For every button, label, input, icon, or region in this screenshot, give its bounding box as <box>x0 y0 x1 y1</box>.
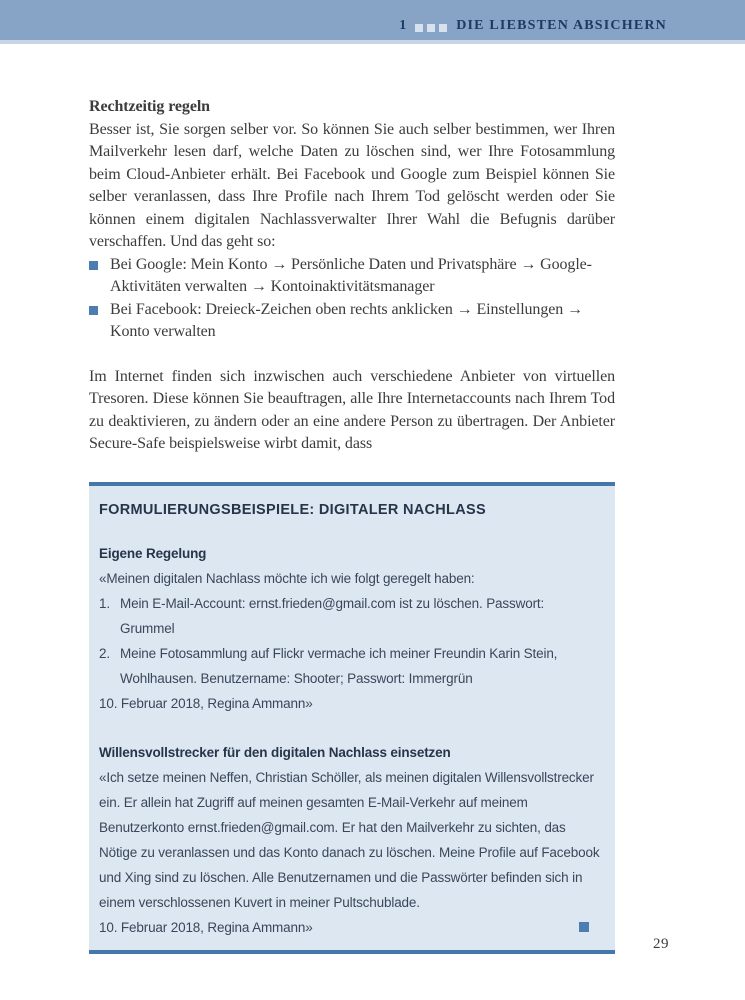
list-number: 2. <box>99 645 110 661</box>
paragraph: Besser ist, Sie sorgen selber vor. So können Sie auch selber bestimmen, wer Ihren Mailverkehr lesen darf, welche Daten zu löschen sind, wer Ihre Fotosammlung beim Cloud-Anbieter erhält. Bei Facebook und Google zum Beispiel können Sie selber veranlassen, dass Ihre Profile nach Ihrem Tod gelöscht werden oder Sie können einem digitalen Nachlassverwalter Ihrer Wahl die Befugnis darüber verschaffen. Und das geht so: <box>89 120 615 250</box>
list-item-text: Meine Fotosammlung auf Flickr vermache ich meiner Freundin Karin Stein, Wohlhausen. Benutzername: Shooter; Passwort: Immergrün <box>120 645 558 686</box>
signature-line: 10. Februar 2018, Regina Ammann» <box>99 695 313 711</box>
numbered-list-item <box>99 641 601 691</box>
list-item <box>89 254 615 299</box>
signature-line: 10. Februar 2018, Regina Ammann» <box>99 919 313 935</box>
list-item-text: Bei Facebook: Dreieck-Zeichen oben rechts anklicken → Einstellungen → Konto verwalten <box>110 300 583 340</box>
numbered-list-item <box>99 591 601 641</box>
bullet-square-icon <box>89 261 98 270</box>
chapter-title: DIE LIEBSTEN ABSICHERN <box>456 18 667 33</box>
text-column <box>89 48 615 954</box>
list-item-text: Mein E-Mail-Account: ernst.frieden@gmail.com ist zu löschen. Passwort: Grummel <box>120 595 545 636</box>
infobox-subheading: Eigene Regelung <box>99 545 207 561</box>
list-item <box>89 299 615 344</box>
square-icon <box>439 24 447 32</box>
bullet-list <box>89 254 615 344</box>
list-item-text: Bei Google: Mein Konto → Persönliche Daten und Privatsphäre → Google-Aktivitäten verwalten → Kontoinaktivitätsmanager <box>110 255 592 295</box>
chapter-marker-squares <box>415 24 447 32</box>
chapter-number: 1 <box>399 18 408 33</box>
section-heading: Rechtzeitig regeln <box>89 98 210 115</box>
numbered-list <box>99 591 601 691</box>
infobox-text: «Ich setze meinen Neffen, Christian Schöller, als meinen digitalen Willensvollstrecker ein. Er allein hat Zugriff auf meinen gesamten E-Mail-Verkehr auf meinem Benutzerkonto ernst.frieden@gmail.com. Er hat den Mailverkehr zu sichten, das Nötige zu veranlassen und das Konto danach zu löschen. Meine Profile auf Facebook und Xing sind zu löschen. Alle Benutzernamen und die Passwörter befinden sich in einem verschlossenen Kuvert in meiner Pultschublade. <box>99 769 600 910</box>
square-icon <box>415 24 423 32</box>
running-header <box>0 0 745 44</box>
infobox-title: FORMULIERUNGSBEISPIELE: DIGITALER NACHLASS <box>99 501 486 518</box>
infobox-subheading: Willensvollstrecker für den digitalen Nachlass einsetzen <box>99 744 451 760</box>
paragraph: Im Internet finden sich inzwischen auch verschiedene Anbieter von virtuellen Tresoren. Diese können Sie beauftragen, alle Ihre Internetaccounts nach Ihrem Tod zu deaktivieren, zu ändern oder an eine andere Person zu übertragen. Der Anbieter Secure-Safe beispielsweise wirbt damit, dass <box>89 367 615 452</box>
example-infobox <box>89 482 615 954</box>
square-icon <box>427 24 435 32</box>
page-number: 29 <box>653 936 669 952</box>
signature-row <box>99 915 601 940</box>
end-of-box-square-icon <box>579 922 589 932</box>
infobox-text: «Meinen digitalen Nachlass möchte ich wie folgt geregelt haben: <box>99 570 475 586</box>
list-number: 1. <box>99 595 110 611</box>
bullet-square-icon <box>89 306 98 315</box>
